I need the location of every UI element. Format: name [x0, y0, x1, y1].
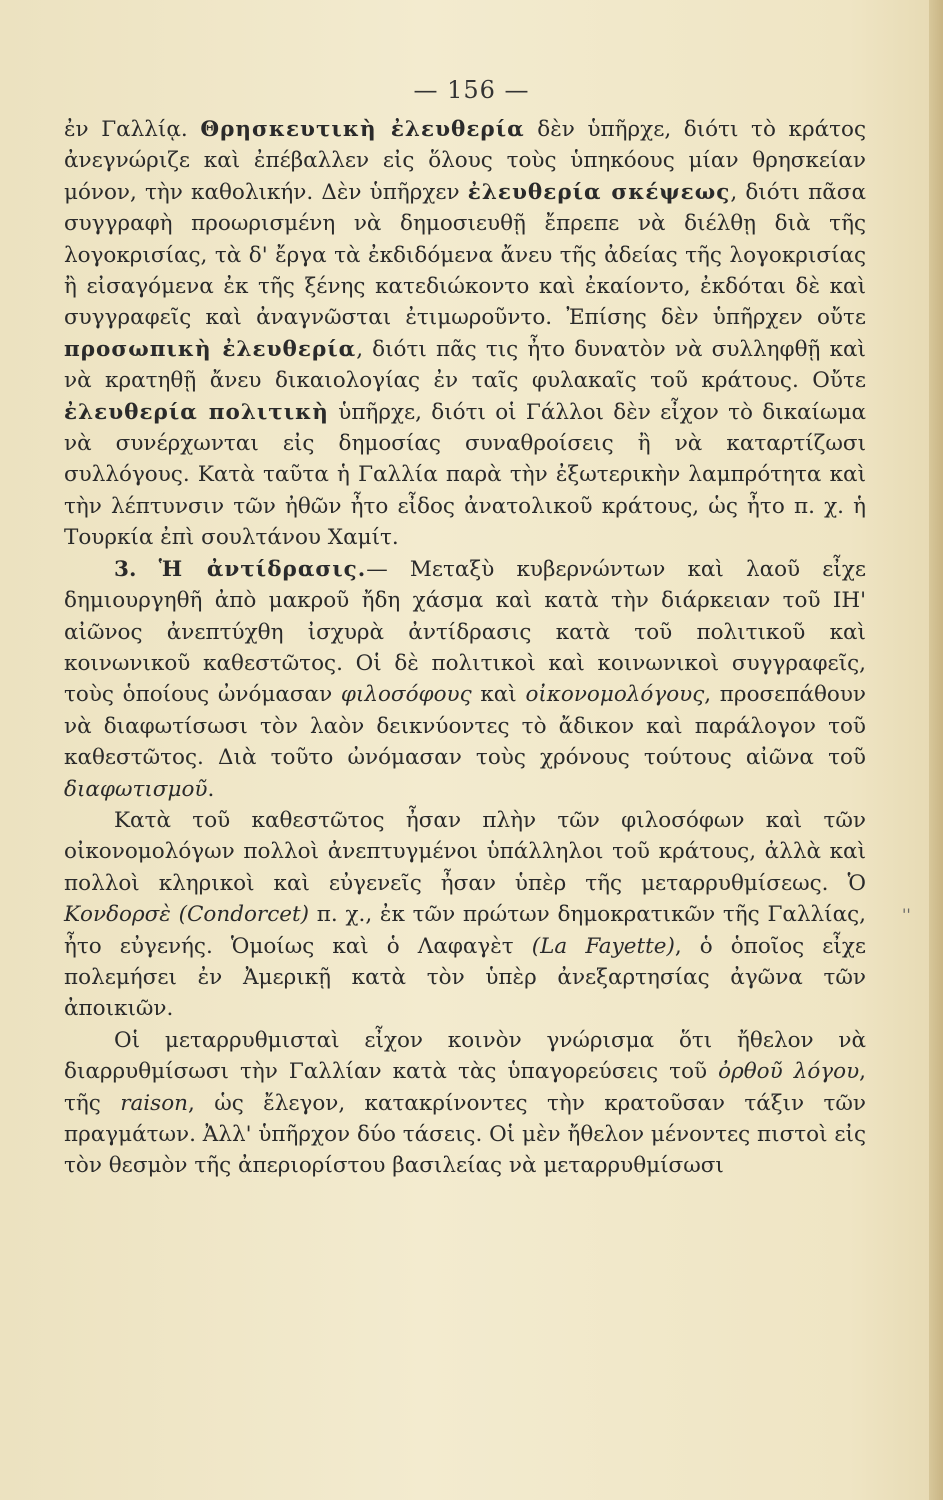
text-run: , προσεπάθουν νὰ διαφωτίσωσι τὸν λαὸν δεικνύοντες τὸ ἄδικον καὶ παράλογον τοῦ καθεστῶτος. Διὰ τοῦτο ὠνόμασαν τοὺς χρόνους τούτους αἰῶνα τοῦ	[64, 682, 867, 771]
emphasis-personal-freedom: προσωπικὴ ἐλευθερία	[64, 336, 357, 362]
text-run: καὶ	[471, 682, 526, 708]
text-run: Οἱ μεταρρυθμισταὶ εἶχον κοινὸν γνώρισμα ὅτι ἤθελον νὰ διαρρυθμίσωσι τὴν Γαλλίαν κατὰ τὰς ὑπαγορεύσεις τοῦ	[64, 1027, 866, 1085]
paragraph-reformers	[64, 805, 866, 1025]
paragraph-freedoms	[64, 114, 866, 554]
text-run: ἐν Γαλλίᾳ.	[64, 117, 201, 142]
section-heading: Ἡ ἀντίδρασις.	[158, 556, 367, 582]
emphasis-freedom-of-thought: ἐλευθερία σκέψεως	[467, 179, 731, 205]
emphasis-political-freedom: ἐλευθερία πολιτικὴ	[64, 399, 329, 425]
text-run: π. χ., ἐκ τῶν πρώτων δημοκρατικῶν τῆς Γαλλίας, ἦτο εὐγενής. Ὁμοίως καὶ ὁ Λαφαγὲτ	[64, 902, 866, 959]
text-run: δὲν ὑπῆρχε, διότι τὸ κράτος ἀνεγνώριζε καὶ ἐπέβαλλεν εἰς ὅλους τοὺς ὑπηκόους μίαν θρησκείαν μόνον, τὴν καθολικήν. Δὲν ὑπῆρχεν	[64, 117, 866, 205]
text-run: , διότι πᾶς τις ἦτο δυνατὸν νὰ συλληφθῇ καὶ νὰ κρατηθῇ ἄνευ δικαιολογίας ἐν ταῖς φυλακαῖς τοῦ κράτους. Οὔτε	[64, 336, 866, 394]
paragraph-tendencies	[64, 1025, 866, 1182]
emphasis-religious-freedom: Θρησκευτικὴ ἐλευθερία	[200, 117, 525, 142]
emphasis-condorcet: Κονδορσὲ (Condorcet)	[64, 902, 309, 928]
text-run: Κατὰ τοῦ καθεστῶτος ἦσαν πλὴν τῶν φιλοσόφων καὶ τῶν οἰκονομολόγων πολλοὶ ἀνεπτυγμένοι ὑπάλληλοι τοῦ κράτους, ἀλλὰ καὶ πολλοὶ κληρικοὶ καὶ εὐγενεῖς ἦσαν ὑπὲρ τῆς μεταρρυθμίσεως. Ὁ	[64, 807, 866, 896]
body-text	[64, 114, 866, 1182]
emphasis-economists: οἰκονομολόγους	[525, 682, 705, 708]
emphasis-enlightenment: διαφωτισμοῦ	[64, 776, 208, 802]
text-run: , διότι πᾶσα συγγραφὴ προωρισμένη νὰ δημοσιευθῇ ἔπρεπε νὰ διέλθῃ διὰ τῆς λογοκρισίας, τὰ δ' ἔργα τὰ ἐκδιδόμενα ἄνευ τῆς ἀδείας τῆς λογοκρισίας ἢ εἰσαγόμενα ἐκ τῆς ξένης κατεδιώκοντο καὶ ἐκαίοντο, ἐκδόται δὲ καὶ συγγραφεῖς καὶ ἀναγνῶσται ἐτιμωροῦντο. Ἐπίσης δὲν ὑπῆρχεν οὔτε	[64, 179, 866, 331]
emphasis-lafayette: (La Fayette)	[531, 933, 675, 959]
text-run: , ὁ ὁποῖος εἶχε πολεμήσει ἐν Ἀμερικῇ κατὰ τὸν ὑπὲρ ἀνεξαρτησίας ἀγῶνα τῶν ἀποικιῶν.	[64, 933, 867, 1022]
text-run: .	[207, 776, 215, 802]
text-run: — Μεταξὺ κυβερνώντων καὶ λαοῦ εἶχε δημιουργηθῆ ἀπὸ μακροῦ ἤδη χάσμα καὶ κατὰ τὴν διάρκειαν τοῦ ΙΗ' αἰῶνος ἀνεπτύχθη ἰσχυρὰ ἀντίδρασις κατὰ τοῦ πολιτικοῦ καὶ κοινωνικοῦ καθεστῶτος. Οἱ δὲ πολιτικοὶ καὶ κοινωνικοὶ συγγραφεῖς, τοὺς ὁποίους ὠνόμασαν	[64, 556, 866, 708]
section-number: 3.	[114, 556, 137, 582]
page-edge-shadow	[929, 0, 943, 1500]
emphasis-raison: raison	[120, 1090, 188, 1116]
text-run: , ὡς ἔλεγον, κατακρίνοντες τὴν κρατοῦσαν τάξιν τῶν πραγμάτων. Ἀλλ' ὑπῆρχον δύο τάσεις. Οἱ μὲν ἤθελον μένοντες πιστοὶ εἰς τὸν θεσμὸν τῆς ἀπεριορίστου βασιλείας νὰ μεταρρυθμίσωσι	[64, 1090, 866, 1179]
paragraph-reaction	[64, 554, 866, 805]
text-run: , τῆς	[64, 1059, 866, 1116]
margin-mark: ''	[902, 905, 911, 924]
emphasis-philosophers: φιλοσόφους	[340, 682, 472, 708]
text-run: ὑπῆρχε, διότι οἱ Γάλλοι δὲν εἶχον τὸ δικαίωμα νὰ συνέρχωνται εἰς δημοσίας συναθροίσεις ἢ νὰ καταρτίζωσι συλλόγους. Κατὰ ταῦτα ἡ Γαλλία παρὰ τὴν ἐξωτερικὴν λαμπρότητα καὶ τὴν λέπτυνσιν τῶν ἠθῶν ἦτο εἶδος ἀνατολικοῦ κράτους, ὡς ἦτο π. χ. ἡ Τουρκία ἐπὶ σουλτάνου Χαμίτ.	[64, 399, 867, 551]
emphasis-right-reason: ὀρθοῦ λόγου	[718, 1059, 860, 1085]
page-number: — 156 —	[413, 76, 530, 104]
